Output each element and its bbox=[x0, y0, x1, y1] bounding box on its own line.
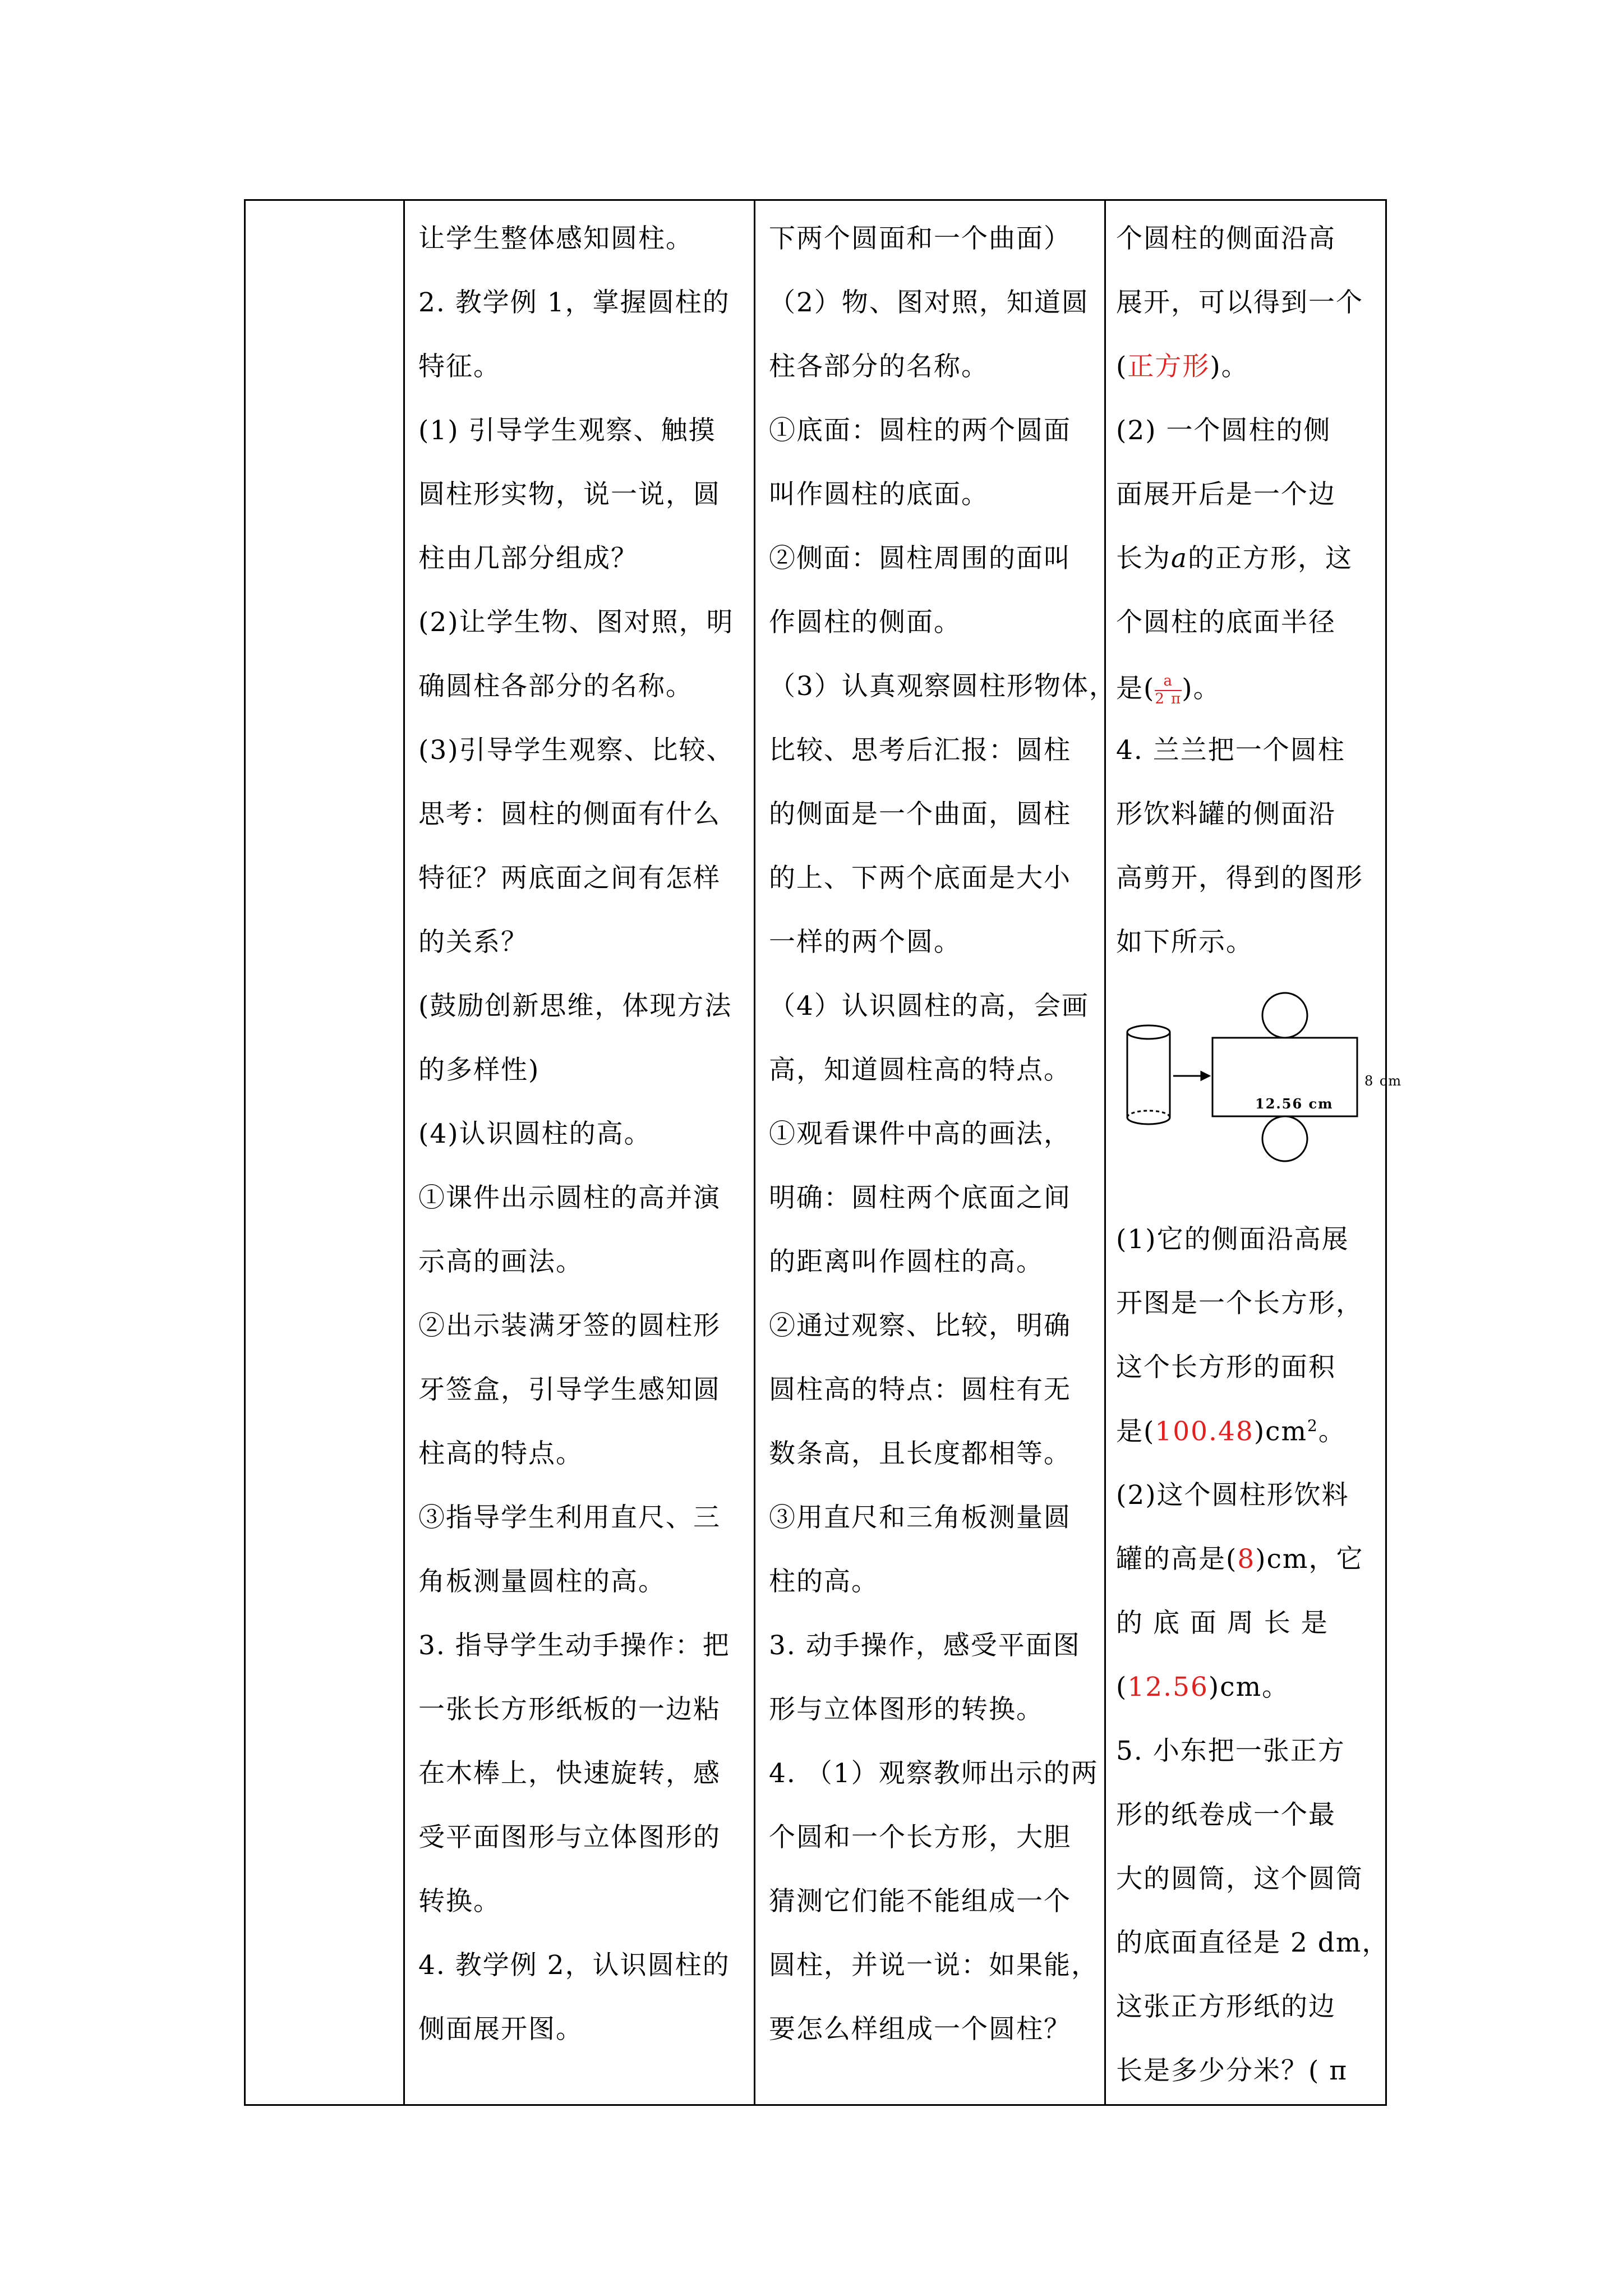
teacher-activity-line: ②出示装满牙签的圆柱形 bbox=[418, 1310, 721, 1341]
student-activity-line: 柱各部分的名称。 bbox=[769, 351, 989, 382]
student-activity-line: 形与立体图形的转换。 bbox=[769, 1694, 1044, 1725]
student-activity-line: 明确：圆柱两个底面之间 bbox=[769, 1182, 1071, 1213]
teacher-activity-line: 侧面展开图。 bbox=[418, 2014, 583, 2045]
student-activity-line: （3）认真观察圆柱形物体， bbox=[769, 671, 1117, 702]
student-activity-line: 高，知道圆柱高的特点。 bbox=[769, 1055, 1071, 1085]
teacher-activity-line: 的多样性) bbox=[418, 1055, 540, 1085]
answer-area: 100.48 bbox=[1155, 1416, 1254, 1447]
teacher-activity-line: (2)让学生物、图对照，明 bbox=[418, 607, 734, 638]
teacher-activity-line: ①课件出示圆柱的高并演 bbox=[418, 1182, 721, 1213]
cylinder-net-figure bbox=[1116, 992, 1380, 1177]
exercise-line: 如下所示。 bbox=[1116, 927, 1253, 958]
student-activity-line: ②通过观察、比较，明确 bbox=[769, 1310, 1071, 1341]
teacher-activity-line: 思考：圆柱的侧面有什么 bbox=[418, 799, 721, 830]
student-activity-line: 个圆和一个长方形，大胆 bbox=[769, 1822, 1071, 1853]
student-activity-line: 作圆柱的侧面。 bbox=[769, 607, 961, 638]
exercise-line: 长为a的正方形，这 bbox=[1116, 543, 1353, 574]
exercise-line: 面展开后是一个边 bbox=[1116, 479, 1336, 510]
teacher-activity-line: 的关系？ bbox=[418, 927, 528, 958]
answer-circumference: 12.56 bbox=[1127, 1672, 1209, 1703]
exercise-line: 个圆柱的底面半径 bbox=[1116, 607, 1336, 638]
figure-length-label: 12.56 cm bbox=[1255, 1096, 1334, 1112]
teacher-activity-line: 2. 教学例 1，掌握圆柱的 bbox=[418, 287, 730, 318]
student-activity-line: 要怎么样组成一个圆柱？ bbox=[769, 2014, 1071, 2045]
student-activity-line: 的上、下两个底面是大小 bbox=[769, 863, 1071, 894]
exercise-line: 的 底 面 周 长 是 bbox=[1116, 1608, 1329, 1639]
answer-height: 8 bbox=[1237, 1544, 1256, 1575]
student-activity-line: 的侧面是一个曲面，圆柱 bbox=[769, 799, 1071, 830]
student-activity-line: 4. （1）观察教师出示的两 bbox=[769, 1758, 1099, 1789]
student-activity-line: 的距离叫作圆柱的高。 bbox=[769, 1246, 1044, 1277]
exercise-line: 个圆柱的侧面沿高 bbox=[1116, 223, 1336, 254]
teacher-activity-line: 特征？两底面之间有怎样 bbox=[418, 863, 721, 894]
exercise-line: (12.56)cm。 bbox=[1116, 1672, 1290, 1703]
teacher-activity-line: (鼓励创新思维，体现方法 bbox=[418, 991, 732, 1022]
student-activity-line: 数条高，且长度都相等。 bbox=[769, 1438, 1071, 1469]
teacher-activity-line: 让学生整体感知圆柱。 bbox=[418, 223, 693, 254]
exercise-line: 长是多少分米？( π bbox=[1116, 2055, 1348, 2086]
exercise-line: 4. 兰兰把一个圆柱 bbox=[1116, 735, 1345, 766]
exercise-line: 是( $\frac{a}{2 \pi}$ )。 bbox=[1116, 673, 1221, 707]
exercise-line: 的底面直径是 2 dm， bbox=[1116, 1927, 1390, 1958]
student-activity-line: 圆柱高的特点：圆柱有无 bbox=[769, 1374, 1071, 1405]
exercise-line: 5. 小东把一张正方 bbox=[1116, 1736, 1345, 1766]
column-divider bbox=[1104, 201, 1106, 2104]
teacher-activity-line: 转换。 bbox=[418, 1886, 501, 1917]
exercise-line: 这个长方形的面积 bbox=[1116, 1352, 1336, 1383]
teacher-activity-line: ③指导学生利用直尺、三 bbox=[418, 1502, 721, 1533]
student-activity-line: 叫作圆柱的底面。 bbox=[769, 479, 989, 510]
column-divider bbox=[754, 201, 755, 2104]
student-activity-line: ①底面：圆柱的两个圆面 bbox=[769, 415, 1071, 446]
exercise-line: 罐的高是(8)cm，它 bbox=[1116, 1544, 1364, 1575]
student-activity-line: 一样的两个圆。 bbox=[769, 927, 961, 958]
student-activity-line: 比较、思考后汇报：圆柱 bbox=[769, 735, 1071, 766]
lesson-table bbox=[244, 199, 1403, 2106]
teacher-activity-line: (1) 引导学生观察、触摸 bbox=[418, 415, 716, 446]
exercise-line: 高剪开，得到的图形 bbox=[1116, 863, 1363, 894]
column-divider bbox=[403, 201, 405, 2104]
teacher-activity-line: 4. 教学例 2，认识圆柱的 bbox=[418, 1950, 730, 1981]
teacher-activity-line: 柱高的特点。 bbox=[418, 1438, 583, 1469]
exercise-line: 形饮料罐的侧面沿 bbox=[1116, 799, 1336, 830]
teacher-activity-line: 圆柱形实物，说一说，圆 bbox=[418, 479, 721, 510]
exercise-line: 形的纸卷成一个最 bbox=[1116, 1800, 1336, 1830]
student-activity-line: 圆柱，并说一说：如果能， bbox=[769, 1950, 1099, 1981]
exercise-line: (2)这个圆柱形饮料 bbox=[1116, 1480, 1349, 1511]
student-activity-line: 3. 动手操作，感受平面图 bbox=[769, 1630, 1081, 1661]
exercise-line: (2) 一个圆柱的侧 bbox=[1116, 415, 1331, 446]
teacher-activity-line: 在木棒上，快速旋转，感 bbox=[418, 1758, 721, 1789]
teacher-activity-line: 一张长方形纸板的一边粘 bbox=[418, 1694, 721, 1725]
teacher-activity-line: (3)引导学生观察、比较、 bbox=[418, 735, 734, 766]
exercise-line: 是$(100.48)cm^2$。 bbox=[1116, 1416, 1346, 1447]
student-activity-line: （2）物、图对照，知道圆 bbox=[769, 287, 1089, 318]
exercise-line: 展开，可以得到一个 bbox=[1116, 287, 1363, 318]
teacher-activity-line: (4)认识圆柱的高。 bbox=[418, 1119, 652, 1149]
exercise-line: (1)它的侧面沿高展 bbox=[1116, 1224, 1349, 1255]
student-activity-line: 猜测它们能不能组成一个 bbox=[769, 1886, 1071, 1917]
student-activity-line: （4）认识圆柱的高，会画 bbox=[769, 991, 1089, 1022]
exercise-line: 开图是一个长方形， bbox=[1116, 1288, 1363, 1319]
student-activity-line: ②侧面：圆柱周围的面叫 bbox=[769, 543, 1071, 574]
exercise-line: (正方形)。 bbox=[1116, 351, 1249, 382]
student-activity-line: 下两个圆面和一个曲面） bbox=[769, 223, 1071, 254]
teacher-activity-line: 3. 指导学生动手操作：把 bbox=[418, 1630, 730, 1661]
teacher-activity-line: 角板测量圆柱的高。 bbox=[418, 1566, 666, 1597]
bottom-circle bbox=[1262, 1116, 1307, 1161]
student-activity-line: ③用直尺和三角板测量圆 bbox=[769, 1502, 1071, 1533]
teacher-activity-line: 示高的画法。 bbox=[418, 1246, 583, 1277]
cylinder-top-ellipse bbox=[1127, 1025, 1170, 1039]
teacher-activity-line: 受平面图形与立体图形的 bbox=[418, 1822, 721, 1853]
exercise-line: 这张正方形纸的边 bbox=[1116, 1991, 1336, 2022]
teacher-activity-line: 确圆柱各部分的名称。 bbox=[418, 671, 693, 702]
student-activity-line: 柱的高。 bbox=[769, 1566, 879, 1597]
teacher-activity-line: 特征。 bbox=[418, 351, 501, 382]
top-circle bbox=[1262, 993, 1307, 1038]
answer-fraction: $\frac{a}{2 \pi}$ bbox=[1155, 673, 1182, 707]
student-activity-line: ①观看课件中高的画法， bbox=[769, 1119, 1071, 1149]
answer-square: 正方形 bbox=[1127, 351, 1210, 382]
exercise-line: 大的圆筒，这个圆筒 bbox=[1116, 1864, 1363, 1894]
figure-height-label: 8 cm bbox=[1364, 1073, 1403, 1089]
teacher-activity-line: 柱由几部分组成？ bbox=[418, 543, 638, 574]
teacher-activity-line: 牙签盒，引导学生感知圆 bbox=[418, 1374, 721, 1405]
